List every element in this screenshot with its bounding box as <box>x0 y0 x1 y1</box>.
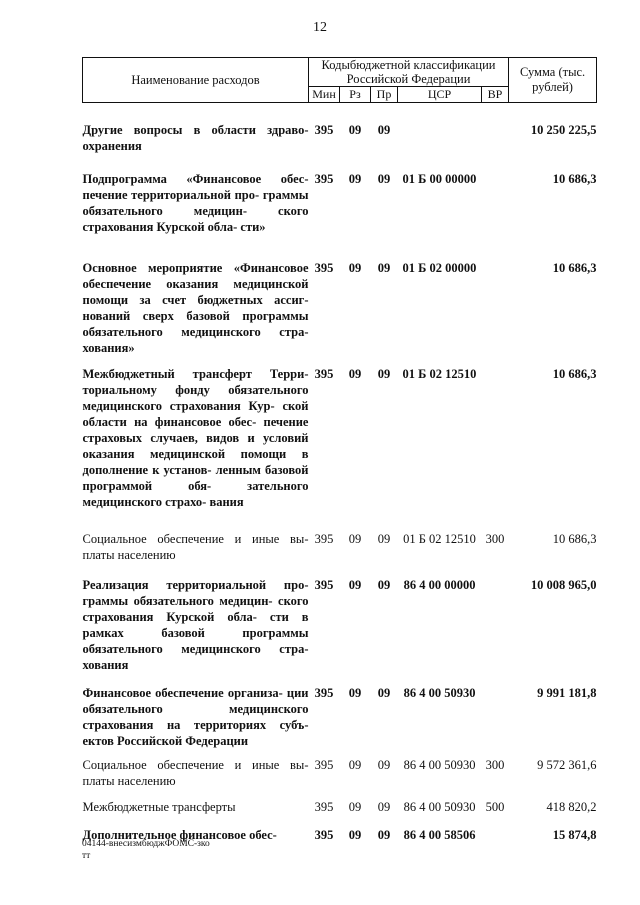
row-vr <box>482 168 509 257</box>
row-min: 395 <box>314 531 334 546</box>
row-vr: 500 <box>485 799 505 814</box>
row-min: 395 <box>314 685 334 700</box>
header-sum: Сумма (тыс. рублей) <box>509 58 597 103</box>
row-min: 395 <box>314 366 334 381</box>
row-csr: 86 4 00 00000 <box>403 577 476 592</box>
row-vr: 300 <box>485 531 505 546</box>
table-row <box>83 754 597 796</box>
row-rz: 09 <box>348 757 362 772</box>
row-min: 395 <box>314 260 334 275</box>
row-pr: 09 <box>377 366 391 381</box>
row-sum: 10 686,3 <box>552 531 597 546</box>
table-row <box>83 796 597 824</box>
row-rz: 09 <box>348 577 362 592</box>
table-row <box>83 682 597 754</box>
row-vr <box>482 574 509 682</box>
row-min: 395 <box>314 122 334 137</box>
header-codes: Кодыбюджетной классификации Российской Федерации <box>309 58 509 87</box>
row-csr: 01 Б 02 12510 <box>403 531 476 546</box>
row-vr: 300 <box>485 757 505 772</box>
table-row <box>83 574 597 682</box>
row-rz: 09 <box>348 260 362 275</box>
row-pr: 09 <box>377 531 391 546</box>
table-row <box>83 257 597 363</box>
row-pr: 09 <box>377 799 391 814</box>
row-csr: 01 Б 02 00000 <box>402 260 477 275</box>
page-number: 12 <box>313 20 327 35</box>
row-pr: 09 <box>377 122 391 137</box>
table-row <box>83 363 597 528</box>
row-csr: 86 4 00 50930 <box>403 685 476 700</box>
row-min: 395 <box>314 757 334 772</box>
header-min: Мин <box>309 87 340 103</box>
row-sum: 10 686,3 <box>552 260 597 275</box>
row-name: Основное мероприятие «Финансовое обеспечение оказания медицинской помощи за счет бюджетных ассиг- нований сверх базовой программы обязательного медицинского стра- хования» <box>82 260 309 355</box>
footer-initials: тт <box>82 851 91 861</box>
row-csr: 86 4 00 50930 <box>403 799 476 814</box>
row-rz: 09 <box>348 827 362 842</box>
row-vr <box>482 824 509 846</box>
row-min: 395 <box>314 577 334 592</box>
row-sum: 10 250 225,5 <box>530 122 597 137</box>
row-pr: 09 <box>377 757 391 772</box>
row-rz: 09 <box>348 531 362 546</box>
row-sum: 418 820,2 <box>546 799 597 814</box>
document-footer <box>82 838 210 862</box>
header-vr: ВР <box>482 87 509 103</box>
table-row <box>83 119 597 168</box>
row-name: Реализация территориальной про- граммы обязательного медицин- ского страхования Курской обла- сти в рамках базовой программы обязательного медицинского стра- хования <box>82 577 309 672</box>
row-csr: 01 Б 00 00000 <box>402 171 477 186</box>
row-name: Социальное обеспечение и иные вы- платы населению <box>82 757 309 788</box>
row-pr: 09 <box>377 171 391 186</box>
row-vr <box>482 119 509 168</box>
row-vr <box>482 682 509 754</box>
row-sum: 10 686,3 <box>552 171 597 186</box>
row-min: 395 <box>314 799 334 814</box>
row-sum: 10 686,3 <box>552 366 597 381</box>
row-name: Межбюджетные трансферты <box>82 799 236 814</box>
row-csr <box>398 119 482 168</box>
row-vr <box>482 363 509 528</box>
table-body <box>83 103 597 846</box>
row-pr: 09 <box>377 685 391 700</box>
row-name: Дополнительное финансовое обес- <box>82 827 277 842</box>
row-name: Другие вопросы в области здраво- охранения <box>82 122 309 153</box>
row-rz: 09 <box>348 366 362 381</box>
row-name: Финансовое обеспечение организа- ции обязательного медицинского страхования на территориях субъ- ектов Российской Федерации <box>82 685 309 748</box>
row-sum: 15 874,8 <box>552 827 597 842</box>
row-rz: 09 <box>348 685 362 700</box>
row-csr: 86 4 00 50930 <box>403 757 476 772</box>
row-min: 395 <box>314 171 334 186</box>
row-pr: 09 <box>377 577 391 592</box>
row-name: Межбюджетный трансферт Терри- ториальному фонду обязательного медицинского страхования Кур- ской области на финансовое обес- печение страховых случаев, видов и условий оказания медицинской помощи в дополнение к установ- ленным базовой программой обя- зательного медицинского страхо- вания <box>82 366 309 509</box>
footer-file-code: 04144-внесизмбюджФОМС-зко <box>82 839 210 849</box>
header-rz: Рз <box>340 87 371 103</box>
row-csr: 01 Б 02 12510 <box>402 366 477 381</box>
row-sum: 9 991 181,8 <box>537 685 597 700</box>
table-row <box>83 168 597 257</box>
row-csr: 86 4 00 58506 <box>403 827 476 842</box>
header-name: Наименование расходов <box>83 58 309 103</box>
budget-table <box>82 57 597 846</box>
row-rz: 09 <box>348 171 362 186</box>
row-sum: 10 008 965,0 <box>530 577 597 592</box>
row-pr: 09 <box>377 827 391 842</box>
header-pr: Пр <box>371 87 398 103</box>
row-rz: 09 <box>348 122 362 137</box>
row-sum: 9 572 361,6 <box>537 757 597 772</box>
table-row <box>83 528 597 574</box>
row-min: 395 <box>314 827 334 842</box>
row-name: Подпрограмма «Финансовое обес- печение территориальной про- граммы обязательного медицин- ского страхования Курской обла- сти» <box>82 171 309 234</box>
row-vr <box>482 257 509 363</box>
row-rz: 09 <box>348 799 362 814</box>
header-csr: ЦСР <box>398 87 482 103</box>
row-name: Социальное обеспечение и иные вы- платы населению <box>82 531 309 562</box>
row-pr: 09 <box>377 260 391 275</box>
table-header <box>83 58 597 103</box>
